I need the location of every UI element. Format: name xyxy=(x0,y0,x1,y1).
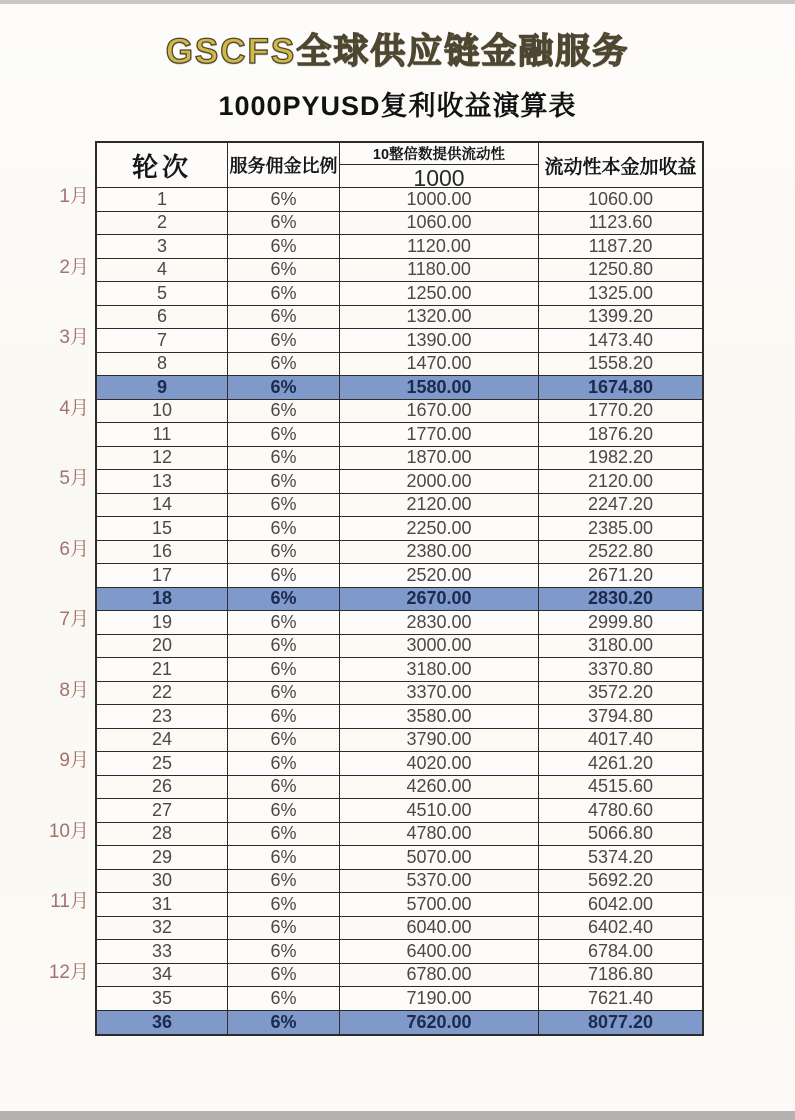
liquidity-cell: 5370.00 xyxy=(340,870,539,893)
round-cell: 15 xyxy=(97,517,228,540)
round-cell: 8 xyxy=(97,353,228,376)
table-row xyxy=(97,658,702,682)
liquidity-cell: 2380.00 xyxy=(340,541,539,564)
commission-cell: 6% xyxy=(228,705,340,728)
total-cell: 4515.60 xyxy=(587,776,654,797)
commission-cell: 6% xyxy=(228,964,340,987)
month-label: 10月 xyxy=(48,820,89,842)
total-cell: 1250.80 xyxy=(587,259,654,280)
total-cell: 5692.20 xyxy=(587,870,654,891)
total-cell: 7621.40 xyxy=(587,987,654,1008)
round-cell: 33 xyxy=(97,940,228,963)
commission-cell: 6% xyxy=(228,447,340,470)
month-label: 11月 xyxy=(50,891,89,912)
yield-table xyxy=(95,141,704,1036)
col-header-commission: 服务佣金比例 xyxy=(228,143,340,187)
total-cell: 1123.60 xyxy=(588,212,653,233)
liquidity-cell: 6780.00 xyxy=(340,964,539,987)
round-cell: 27 xyxy=(97,799,228,822)
round-cell: 20 xyxy=(97,635,228,658)
commission-cell: 6% xyxy=(228,588,340,611)
table-row xyxy=(97,799,702,823)
round-cell: 11 xyxy=(97,423,228,446)
table-row xyxy=(97,588,702,612)
round-cell: 31 xyxy=(97,893,228,916)
round-cell: 6 xyxy=(97,306,228,329)
photo-edge-top xyxy=(0,0,795,4)
commission-cell: 6% xyxy=(228,212,340,235)
total-cell: 4780.60 xyxy=(587,799,654,820)
liquidity-cell: 7620.00 xyxy=(340,1011,539,1035)
total-cell: 2999.80 xyxy=(587,611,654,632)
table-row xyxy=(97,940,702,964)
liquidity-cell: 1180.00 xyxy=(340,259,539,282)
round-cell: 24 xyxy=(97,729,228,752)
table-row xyxy=(97,494,702,518)
col-header-total: 流动性本金加收益 xyxy=(544,156,697,178)
brand-title: GSCFS全球供应链金融服务 xyxy=(165,32,630,71)
total-cell: 6402.40 xyxy=(587,917,654,938)
liquidity-cell: 1580.00 xyxy=(340,376,539,399)
commission-cell: 6% xyxy=(228,729,340,752)
liquidity-cell: 2520.00 xyxy=(340,564,539,587)
table-row xyxy=(97,893,702,917)
table-row xyxy=(97,306,702,330)
round-cell: 16 xyxy=(97,541,228,564)
liquidity-cell: 1320.00 xyxy=(340,306,539,329)
commission-cell: 6% xyxy=(228,987,340,1010)
total-cell: 2830.20 xyxy=(587,588,654,609)
table-row xyxy=(97,423,702,447)
total-cell: 3794.80 xyxy=(587,705,654,726)
liquidity-cell: 1120.00 xyxy=(340,235,539,258)
total-cell: 3572.20 xyxy=(587,682,654,703)
total-cell: 1876.20 xyxy=(587,423,654,444)
commission-cell: 6% xyxy=(228,188,340,211)
table-row xyxy=(97,823,702,847)
table-row xyxy=(97,470,702,494)
commission-cell: 6% xyxy=(228,235,340,258)
round-cell: 34 xyxy=(97,964,228,987)
liquidity-cell: 1000.00 xyxy=(340,188,539,211)
table-row xyxy=(97,635,702,659)
table-row xyxy=(97,564,702,588)
commission-cell: 6% xyxy=(228,682,340,705)
total-cell: 6042.00 xyxy=(587,893,654,914)
month-label: 8月 xyxy=(59,679,89,701)
round-cell: 23 xyxy=(97,705,228,728)
liquidity-cell: 1390.00 xyxy=(340,329,539,352)
total-cell: 2120.00 xyxy=(587,470,654,491)
total-cell: 2385.00 xyxy=(587,517,654,538)
table-row xyxy=(97,212,702,236)
round-cell: 22 xyxy=(97,682,228,705)
table-row xyxy=(97,282,702,306)
commission-cell: 6% xyxy=(228,917,340,940)
commission-cell: 6% xyxy=(228,752,340,775)
liquidity-cell: 4020.00 xyxy=(340,752,539,775)
table-row xyxy=(97,376,702,400)
round-cell: 7 xyxy=(97,329,228,352)
liquidity-cell: 2670.00 xyxy=(340,588,539,611)
liquidity-cell: 6040.00 xyxy=(340,917,539,940)
month-gutter xyxy=(38,141,93,1041)
table-row xyxy=(97,1011,702,1035)
round-cell: 28 xyxy=(97,823,228,846)
month-label: 9月 xyxy=(59,750,89,771)
page-title: 1000PYUSD复利收益演算表 xyxy=(218,91,577,121)
total-cell: 1399.20 xyxy=(587,306,654,327)
table-row xyxy=(97,987,702,1011)
commission-cell: 6% xyxy=(228,846,340,869)
liquidity-cell: 3790.00 xyxy=(340,729,539,752)
liquidity-cell: 6400.00 xyxy=(340,940,539,963)
table-row xyxy=(97,729,702,753)
round-cell: 21 xyxy=(97,658,228,681)
total-cell: 2671.20 xyxy=(587,564,654,585)
total-cell: 1982.20 xyxy=(587,447,654,468)
round-cell: 13 xyxy=(97,470,228,493)
liquidity-cell: 1060.00 xyxy=(340,212,539,235)
liquidity-cell: 3000.00 xyxy=(340,635,539,658)
liquidity-cell: 5700.00 xyxy=(340,893,539,916)
liquidity-cell: 4780.00 xyxy=(340,823,539,846)
commission-cell: 6% xyxy=(228,541,340,564)
round-cell: 2 xyxy=(97,212,228,235)
commission-cell: 6% xyxy=(228,423,340,446)
liquidity-cell: 1770.00 xyxy=(340,423,539,446)
table-row xyxy=(97,752,702,776)
commission-cell: 6% xyxy=(228,635,340,658)
month-label: 5月 xyxy=(59,468,89,489)
commission-cell: 6% xyxy=(228,470,340,493)
round-cell: 26 xyxy=(97,776,228,799)
liquidity-cell: 2120.00 xyxy=(340,494,539,517)
total-cell: 4261.20 xyxy=(587,752,654,773)
liquidity-cell: 2830.00 xyxy=(340,611,539,634)
round-cell: 1 xyxy=(97,188,228,211)
table-row xyxy=(97,259,702,283)
table-row xyxy=(97,400,702,424)
liquidity-cell: 3180.00 xyxy=(340,658,539,681)
liquidity-cell: 1870.00 xyxy=(340,447,539,470)
table-row xyxy=(97,776,702,800)
photo-edge-bottom xyxy=(0,1111,795,1120)
commission-cell: 6% xyxy=(228,658,340,681)
round-cell: 29 xyxy=(97,846,228,869)
total-cell: 5066.80 xyxy=(587,823,654,844)
total-cell: 1060.00 xyxy=(587,188,654,209)
table-row xyxy=(97,447,702,471)
commission-cell: 6% xyxy=(228,940,340,963)
total-cell: 2247.20 xyxy=(587,494,654,515)
col-header-liquidity xyxy=(340,143,539,187)
total-cell: 1325.00 xyxy=(587,282,654,303)
commission-cell: 6% xyxy=(228,564,340,587)
liquidity-cell: 1470.00 xyxy=(340,353,539,376)
round-cell: 12 xyxy=(97,447,228,470)
liquidity-cell: 1250.00 xyxy=(340,282,539,305)
month-label: 3月 xyxy=(59,327,89,348)
commission-cell: 6% xyxy=(228,329,340,352)
total-cell: 1770.20 xyxy=(587,400,654,421)
round-cell: 9 xyxy=(97,376,228,399)
commission-cell: 6% xyxy=(228,611,340,634)
commission-cell: 6% xyxy=(228,823,340,846)
table-row xyxy=(97,541,702,565)
table-row xyxy=(97,235,702,259)
round-cell: 25 xyxy=(97,752,228,775)
round-cell: 4 xyxy=(97,259,228,282)
total-cell: 1473.40 xyxy=(587,329,654,350)
table-header-row xyxy=(97,143,702,188)
commission-cell: 6% xyxy=(228,517,340,540)
liquidity-cell: 3370.00 xyxy=(340,682,539,705)
round-cell: 3 xyxy=(97,235,228,258)
total-cell: 2522.80 xyxy=(587,541,654,562)
table-row xyxy=(97,611,702,635)
col-header-round: 轮次 xyxy=(97,143,228,187)
commission-cell: 6% xyxy=(228,799,340,822)
commission-cell: 6% xyxy=(228,400,340,423)
total-cell: 7186.80 xyxy=(587,964,654,985)
commission-cell: 6% xyxy=(228,353,340,376)
liquidity-cell: 5070.00 xyxy=(340,846,539,869)
table-row xyxy=(97,517,702,541)
total-cell: 4017.40 xyxy=(587,729,654,750)
month-label: 4月 xyxy=(59,397,89,419)
round-cell: 5 xyxy=(97,282,228,305)
total-cell: 3180.00 xyxy=(587,635,654,656)
table-row xyxy=(97,353,702,377)
round-cell: 30 xyxy=(97,870,228,893)
commission-cell: 6% xyxy=(228,376,340,399)
commission-cell: 6% xyxy=(228,1011,340,1035)
month-label: 12月 xyxy=(48,961,89,983)
total-cell: 3370.80 xyxy=(587,658,654,679)
table-row xyxy=(97,188,702,212)
round-cell: 14 xyxy=(97,494,228,517)
total-cell: 1187.20 xyxy=(588,235,653,256)
month-label: 2月 xyxy=(59,256,89,278)
commission-cell: 6% xyxy=(228,306,340,329)
col-header-liquidity-caption: 10整倍数提供流动性 xyxy=(340,143,538,165)
month-label: 6月 xyxy=(59,538,89,560)
liquidity-cell: 4260.00 xyxy=(340,776,539,799)
total-cell: 1674.80 xyxy=(587,376,654,397)
round-cell: 18 xyxy=(97,588,228,611)
round-cell: 19 xyxy=(97,611,228,634)
liquidity-cell: 2250.00 xyxy=(340,517,539,540)
round-cell: 17 xyxy=(97,564,228,587)
table-body xyxy=(97,188,702,1034)
total-cell: 8077.20 xyxy=(587,1011,654,1032)
liquidity-cell: 2000.00 xyxy=(340,470,539,493)
liquidity-cell: 3580.00 xyxy=(340,705,539,728)
liquidity-cell: 4510.00 xyxy=(340,799,539,822)
round-cell: 32 xyxy=(97,917,228,940)
total-cell: 1558.20 xyxy=(587,353,654,374)
table-row xyxy=(97,846,702,870)
commission-cell: 6% xyxy=(228,282,340,305)
commission-cell: 6% xyxy=(228,870,340,893)
month-label: 7月 xyxy=(59,609,89,630)
commission-cell: 6% xyxy=(228,494,340,517)
table-row xyxy=(97,329,702,353)
round-cell: 10 xyxy=(97,400,228,423)
commission-cell: 6% xyxy=(228,776,340,799)
table-row xyxy=(97,705,702,729)
col-header-liquidity-base: 1000 xyxy=(413,165,465,187)
table-row xyxy=(97,870,702,894)
table-row xyxy=(97,917,702,941)
table-area xyxy=(38,141,708,1041)
table-row xyxy=(97,682,702,706)
round-cell: 35 xyxy=(97,987,228,1010)
total-cell: 5374.20 xyxy=(587,846,654,867)
commission-cell: 6% xyxy=(228,893,340,916)
commission-cell: 6% xyxy=(228,259,340,282)
table-row xyxy=(97,964,702,988)
liquidity-cell: 1670.00 xyxy=(340,400,539,423)
round-cell: 36 xyxy=(97,1011,228,1035)
liquidity-cell: 7190.00 xyxy=(340,987,539,1010)
month-label: 1月 xyxy=(59,186,89,207)
total-cell: 6784.00 xyxy=(587,940,654,961)
